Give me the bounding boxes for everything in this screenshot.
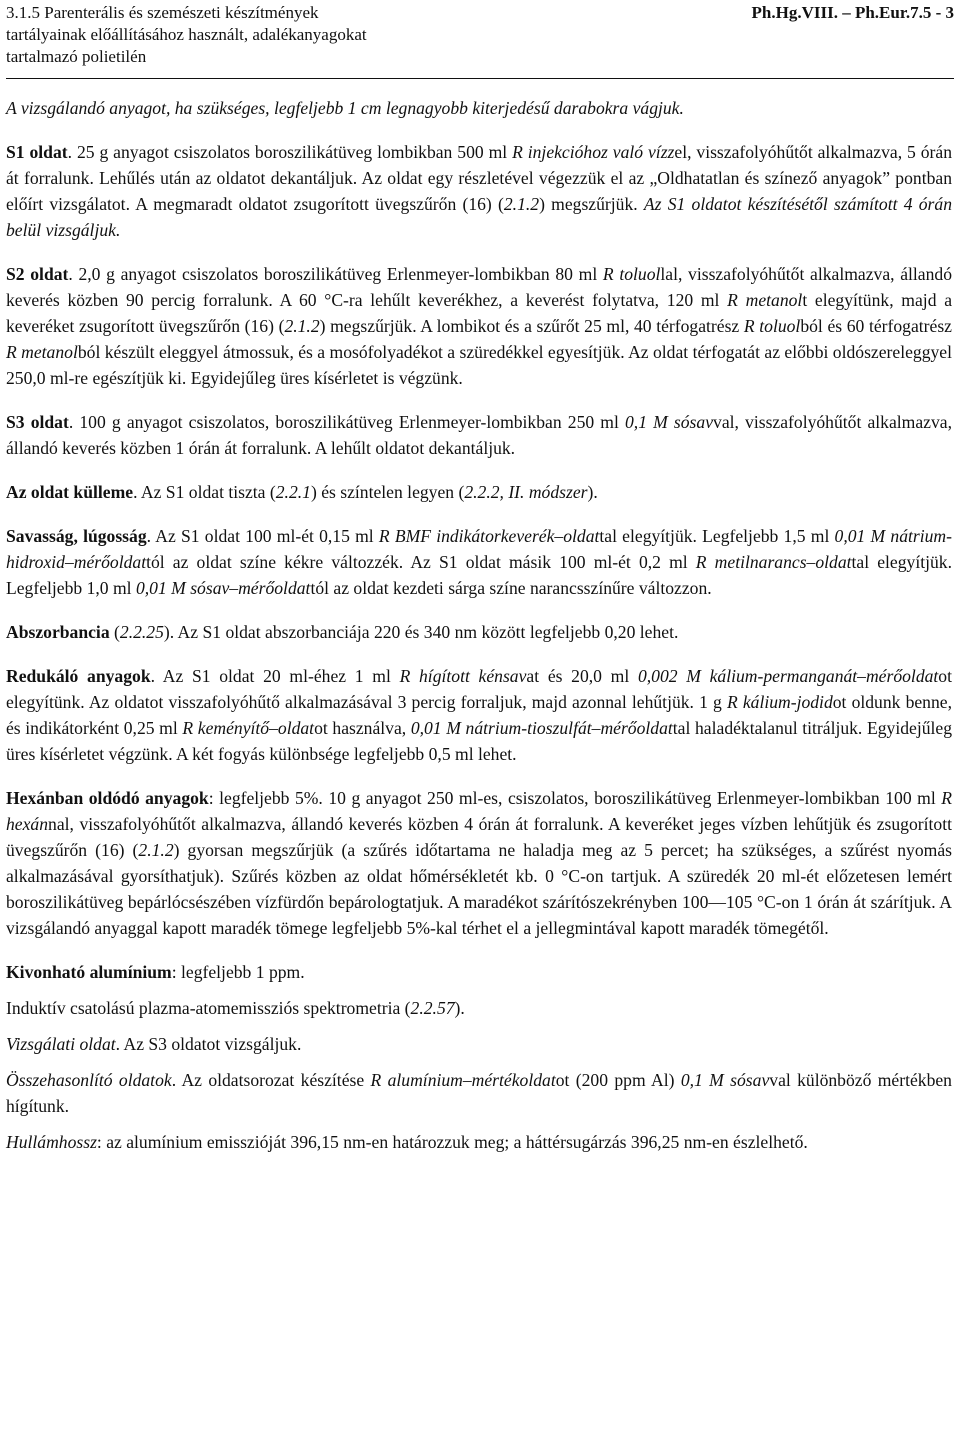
wavelength-heading: Hullámhossz bbox=[6, 1132, 97, 1152]
acidity-heading: Savasság, lúgosság bbox=[6, 526, 147, 546]
acidity-text-5: tól az oldat kezdeti sárga színe narancsszínűre változzon. bbox=[310, 578, 712, 598]
s1-text-3: ) megszűrjük. bbox=[539, 194, 644, 214]
s1-heading: S1 oldat bbox=[6, 142, 68, 162]
aluminium-paragraph bbox=[6, 959, 952, 985]
reference-reagent-2: 0,1 M sósav bbox=[680, 1070, 770, 1090]
header-title-line-3: tartalmazó polietilén bbox=[6, 47, 147, 66]
s2-reagent-methanol: R metanol bbox=[727, 290, 803, 310]
acidity-text-2: tal elegyítjük. Legfeljebb 1,5 ml bbox=[599, 526, 835, 546]
reducing-substances-paragraph bbox=[6, 663, 952, 767]
s1-ref-2-1-2: 2.1.2 bbox=[503, 194, 540, 214]
reference-solutions-heading: Összehasonlító oldatok bbox=[6, 1070, 172, 1090]
reducing-text-6: tal haladéktalanul titráljuk. Egyidejűleg üres kísérletet végzünk. A két fogyás különbsége legfeljebb 0,5 ml lehet. bbox=[6, 718, 952, 764]
reducing-reagent-2: 0,002 M kálium-permanganát–mérőoldat bbox=[637, 666, 939, 686]
reference-text-3: val különböző mértékben hígítunk. bbox=[6, 1070, 952, 1116]
document-body bbox=[6, 95, 952, 1155]
absorbance-text-1: ( bbox=[109, 622, 120, 642]
absorbance-paragraph bbox=[6, 619, 952, 645]
s3-solution-paragraph bbox=[6, 409, 952, 461]
s2-text-6: ból készült eleggyel átmossuk, és a mosófolyadékot a szüredékkel egyesítjük. Az oldat térfogatát az előbbi oldószereleggyel 250,0 ml-re egészítjük ki. Egyidejűleg üres kísérletet is végzünk. bbox=[6, 342, 952, 388]
s3-text-2: val, visszafolyóhűtőt alkalmazva, állandó keverés közben 1 órán át forralunk. A lehűlt oldatot dekantáljuk. bbox=[6, 412, 952, 458]
s2-text-3: t elegyítünk, majd a keveréket zsugorított üvegszűrőn (16) ( bbox=[6, 290, 953, 336]
reducing-text-4: ot oldunk benne, és indikátorként 0,25 ml bbox=[6, 692, 952, 738]
hexane-soluble-paragraph bbox=[6, 785, 952, 941]
reference-reagent-1: R alumínium–mértékoldat bbox=[370, 1070, 556, 1090]
absorbance-heading: Abszorbancia bbox=[6, 622, 110, 642]
wavelength-text: : az alumínium emisszióját 396,15 nm-en határozzuk meg; a háttérsugárzás 396,25 nm-en észlelhető. bbox=[96, 1132, 808, 1152]
s2-heading: S2 oldat bbox=[6, 264, 69, 284]
acidity-reagent-2: 0,01 M nátrium-hidroxid–mérőoldat bbox=[6, 526, 952, 572]
test-solution-text: . Az S3 oldatot vizsgáljuk. bbox=[115, 1034, 302, 1054]
test-solution-heading: Vizsgálati oldat bbox=[6, 1034, 116, 1054]
appearance-paragraph bbox=[6, 479, 952, 505]
reference-text-1: . Az oldatsorozat készítése bbox=[171, 1070, 371, 1090]
header-title bbox=[6, 2, 686, 68]
s1-reagent-water: R injekcióhoz való vízz bbox=[512, 142, 675, 162]
icp-text-2: ). bbox=[454, 998, 465, 1018]
s2-solution-paragraph bbox=[6, 261, 952, 391]
appearance-text-3: ). bbox=[587, 482, 598, 502]
s2-text-1: . 2,0 g anyagot csiszolatos boroszilikátüveg Erlenmeyer-lombikban 80 ml bbox=[68, 264, 603, 284]
s3-text-1: . 100 g anyagot csiszolatos, boroszilikátüveg Erlenmeyer-lombikban 250 ml bbox=[68, 412, 625, 432]
s2-text-4: ) megszűrjük. A lombikot és a szűrőt 25 ml, 40 térfogatrész bbox=[319, 316, 744, 336]
icp-ref: 2.2.57 bbox=[410, 998, 455, 1018]
aluminium-text: : legfeljebb 1 ppm. bbox=[171, 962, 305, 982]
acidity-reagent-4: 0,01 M sósav–mérőoldat bbox=[135, 578, 311, 598]
appearance-ref-1: 2.2.1 bbox=[275, 482, 311, 502]
acidity-text-3: tól az oldat színe kékre változzék. Az S1 oldat másik 100 ml-ét 0,2 ml bbox=[146, 552, 696, 572]
reducing-reagent-3: R kálium-jodid bbox=[726, 692, 833, 712]
reducing-text-3: ot elegyítünk. Az oldatot visszafolyóhűtő alkalmazásával 3 percig forraljuk, majd azonnal lehűtjük. 1 g bbox=[6, 666, 952, 712]
header-pharmacopoeia-ref: Ph.Hg.VIII. – Ph.Eur.7.5 - 3 bbox=[751, 3, 954, 22]
reference-text-2: ot (200 ppm Al) bbox=[555, 1070, 681, 1090]
reducing-text-2: at és 20,0 ml bbox=[526, 666, 638, 686]
hexane-reagent: R hexán bbox=[6, 788, 952, 834]
reducing-reagent-4: R keményítő–oldat bbox=[182, 718, 315, 738]
appearance-text-2: ) és színtelen legyen ( bbox=[310, 482, 465, 502]
header-title-line-2: tartályainak előállításához használt, adalékanyagokat bbox=[6, 25, 367, 44]
s2-reagent-toluene: R toluol bbox=[602, 264, 661, 284]
s3-reagent-hcl: 0,1 M sósav bbox=[625, 412, 714, 432]
hexane-text-3: ) gyorsan megszűrjük (a szűrés időtartama ne haladja meg az 5 percet; ha szükséges, a szűrést nyomás alkalmazásával gyorsíthatjuk). Szűrés közben az oldat hőmérsékletét kb. 0 °C-on tartjuk. A szüredék 20 ml-ét előzetesen lemért boroszilikátüveg bepárlócsészében vízfürdőn bepárologtatjuk. A maradékot szárítószekrényben 100—105 °C-on 1 órán át szárítjuk. A vizsgálandó anyaggal kapott maradék tömege legfeljebb 5%-kal térhet el a jellegmintával kapott maradék tömegétől. bbox=[6, 840, 952, 938]
s1-text-2: el, visszafolyóhűtőt alkalmazva, 5 órán át forralunk. Lehűlés után az oldatot dekantáljuk. Az oldat egy részletével végezzük el az „Oldhatatlan és színező anyagok” pontban előírt vizsgálatot. A megmaradt oldatot zsugorított üvegszűrőn (16) ( bbox=[6, 142, 953, 214]
s1-text-1: . 25 g anyagot csiszolatos boroszilikátüveg lombikban 500 ml bbox=[67, 142, 513, 162]
reducing-text-5: ot használva, bbox=[314, 718, 411, 738]
appearance-text-1: . Az S1 oldat tiszta ( bbox=[133, 482, 276, 502]
test-solution-paragraph bbox=[6, 1031, 952, 1057]
reference-solutions-paragraph bbox=[6, 1067, 952, 1119]
acidity-text-4: tal elegyítjük. Legfeljebb 1,0 ml bbox=[6, 552, 952, 598]
reducing-reagent-5: 0,01 M nátrium-tioszulfát–mérőoldat bbox=[410, 718, 673, 738]
acidity-text-1: . Az S1 oldat 100 ml-ét 0,15 ml bbox=[146, 526, 379, 546]
hexane-ref: 2.1.2 bbox=[138, 840, 174, 860]
s1-solution-paragraph bbox=[6, 139, 952, 243]
acidity-paragraph bbox=[6, 523, 952, 601]
wavelength-paragraph bbox=[6, 1129, 952, 1155]
reducing-heading: Redukáló anyagok bbox=[6, 666, 151, 686]
hexane-heading: Hexánban oldódó anyagok bbox=[6, 788, 209, 808]
hexane-text-1: : legfeljebb 5%. 10 g anyagot 250 ml-es, csiszolatos, boroszilikátüveg Erlenmeyer-lombikban 100 ml bbox=[208, 788, 942, 808]
icp-text-1: Induktív csatolású plazma-atomemissziós spektrometria ( bbox=[6, 998, 411, 1018]
header-divider bbox=[6, 78, 954, 79]
absorbance-ref: 2.2.25 bbox=[119, 622, 164, 642]
s2-ref-2-1-2: 2.1.2 bbox=[284, 316, 320, 336]
appearance-heading: Az oldat külleme bbox=[6, 482, 134, 502]
icp-paragraph bbox=[6, 995, 952, 1021]
s2-text-5: ból és 60 térfogatrész bbox=[800, 316, 952, 336]
page-header bbox=[6, 2, 954, 68]
s2-reagent-toluene-2: R toluol bbox=[743, 316, 801, 336]
acidity-reagent-3: R metilnarancs–oldat bbox=[695, 552, 852, 572]
s3-heading: S3 oldat bbox=[6, 412, 69, 432]
acidity-reagent-1: R BMF indikátorkeverék–oldat bbox=[378, 526, 600, 546]
header-title-line-1: 3.1.5 Parenterális és szemészeti készítmények bbox=[6, 3, 319, 22]
s2-text-2: lal, visszafolyóhűtőt alkalmazva, állandó keverés közben 90 percig forralunk. A 60 °C-ra lehűlt keverékhez, a keverést folytatva, 120 ml bbox=[6, 264, 952, 310]
reducing-text-1: . Az S1 oldat 20 ml-éhez 1 ml bbox=[150, 666, 400, 686]
intro-paragraph bbox=[6, 95, 952, 121]
hexane-text-2: nal, visszafolyóhűtőt alkalmazva, állandó keverés közben 4 órán át forralunk. A keveréket jeges vízben lehűtjük és zsugorított üvegszűrőn (16) ( bbox=[6, 814, 952, 860]
reducing-reagent-1: R hígított kénsav bbox=[399, 666, 527, 686]
absorbance-text-2: ). Az S1 oldat abszorbanciája 220 és 340 nm között legfeljebb 0,20 lehet. bbox=[163, 622, 679, 642]
s2-reagent-methanol-2: R metanol bbox=[6, 342, 78, 362]
aluminium-heading: Kivonható alumínium bbox=[6, 962, 172, 982]
intro-text: A vizsgálandó anyagot, ha szükséges, legfeljebb 1 cm legnagyobb kiterjedésű darabokra vágjuk. bbox=[6, 98, 684, 118]
appearance-ref-2: 2.2.2, II. módszer bbox=[464, 482, 588, 502]
s1-note: Az S1 oldatot készítésétől számított 4 órán belül vizsgáljuk. bbox=[6, 194, 952, 240]
